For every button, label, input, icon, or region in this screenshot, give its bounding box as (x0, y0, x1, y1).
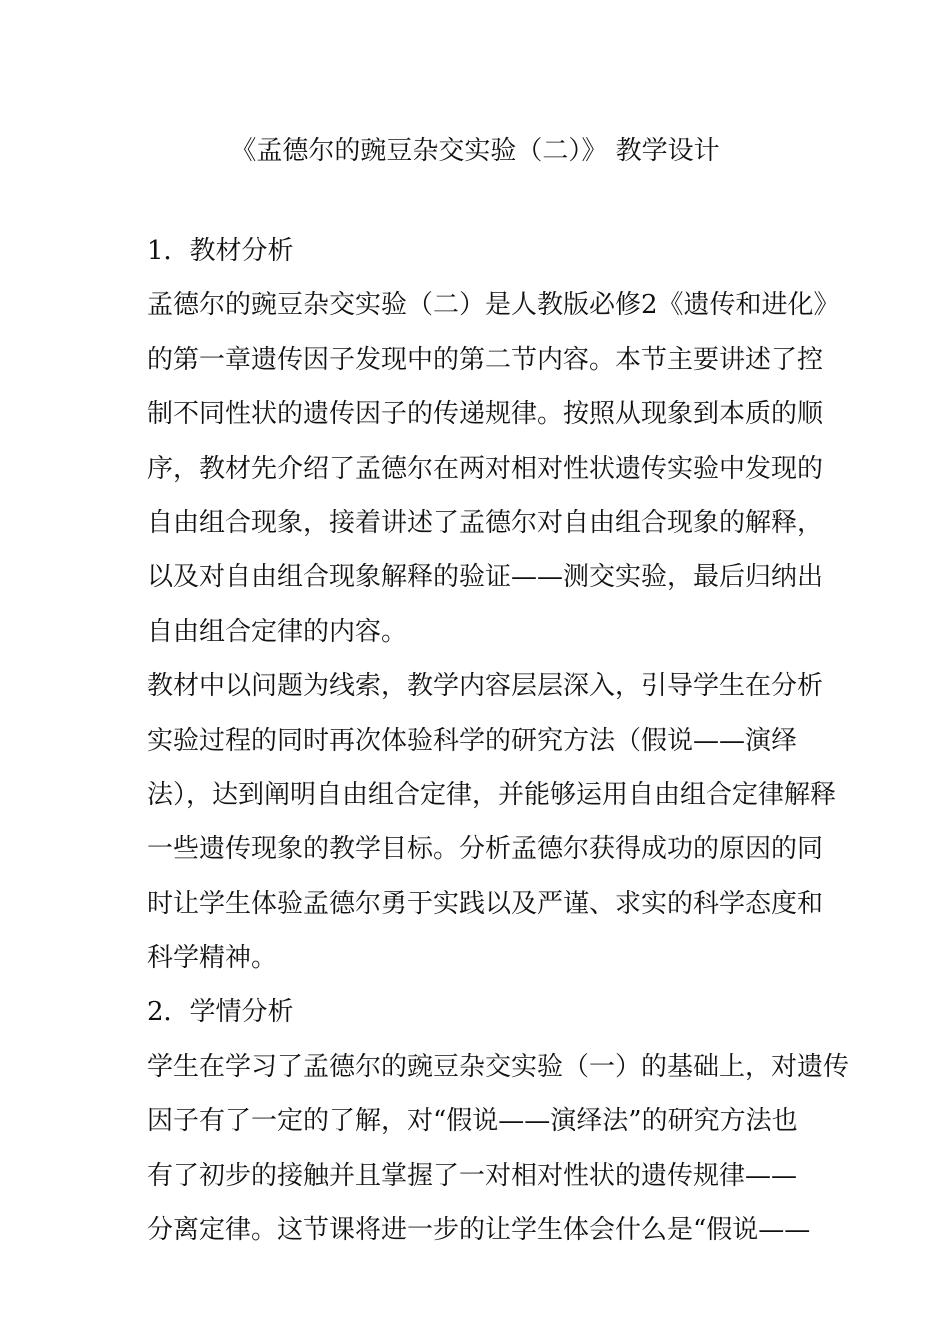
paragraph-line: 序，教材先介绍了孟德尔在两对相对性状遗传实验中发现的 (147, 453, 824, 484)
section-heading-1: 1．教材分析 (147, 236, 294, 266)
paragraph-line: 分离定律。这节课将进一步的让学生体会什么是“假说—— (147, 1215, 811, 1246)
paragraph-line: 因子有了一定的了解，对“假说——演绎法”的研究方法也 (147, 1106, 798, 1137)
paragraph-line: 的第一章遗传因子发现中的第二节内容。本节主要讲述了控 (147, 344, 824, 375)
paragraph-line: 孟德尔的豌豆杂交实验（二）是人教版必修2《遗传和进化》 (147, 290, 840, 321)
paragraph-line: 一些遗传现象的教学目标。分析孟德尔获得成功的原因的同 (147, 834, 824, 865)
paragraph-line: 学生在学习了孟德尔的豌豆杂交实验（一）的基础上，对遗传 (147, 1051, 850, 1082)
paragraph-line: 以及对自由组合现象解释的验证——测交实验，最后归纳出 (147, 562, 824, 593)
paragraph-line: 自由组合现象，接着讲述了孟德尔对自由组合现象的解释， (147, 507, 824, 538)
paragraph-line: 法），达到阐明自由组合定律，并能够运用自由组合定律解释 (147, 779, 837, 810)
paragraph-line: 教材中以问题为线索，教学内容层层深入，引导学生在分析 (147, 671, 824, 702)
paragraph-line: 自由组合定律的内容。 (147, 616, 408, 647)
paragraph-line: 实验过程的同时再次体验科学的研究方法（假说——演绎 (147, 725, 798, 756)
paragraph-line: 制不同性状的遗传因子的传递规律。按照从现象到本质的顺 (147, 399, 824, 430)
paragraph-line: 科学精神。 (147, 943, 278, 974)
document-title: 《孟德尔的豌豆杂交实验（二）》 教学设计 (230, 136, 720, 166)
paragraph-line: 时让学生体验孟德尔勇于实践以及严谨、求实的科学态度和 (147, 888, 824, 919)
document-body (147, 233, 850, 1266)
section-heading-2: 2．学情分析 (147, 997, 294, 1028)
paragraph-line: 有了初步的接触并且掌握了一对相对性状的遗传规律—— (147, 1160, 798, 1191)
